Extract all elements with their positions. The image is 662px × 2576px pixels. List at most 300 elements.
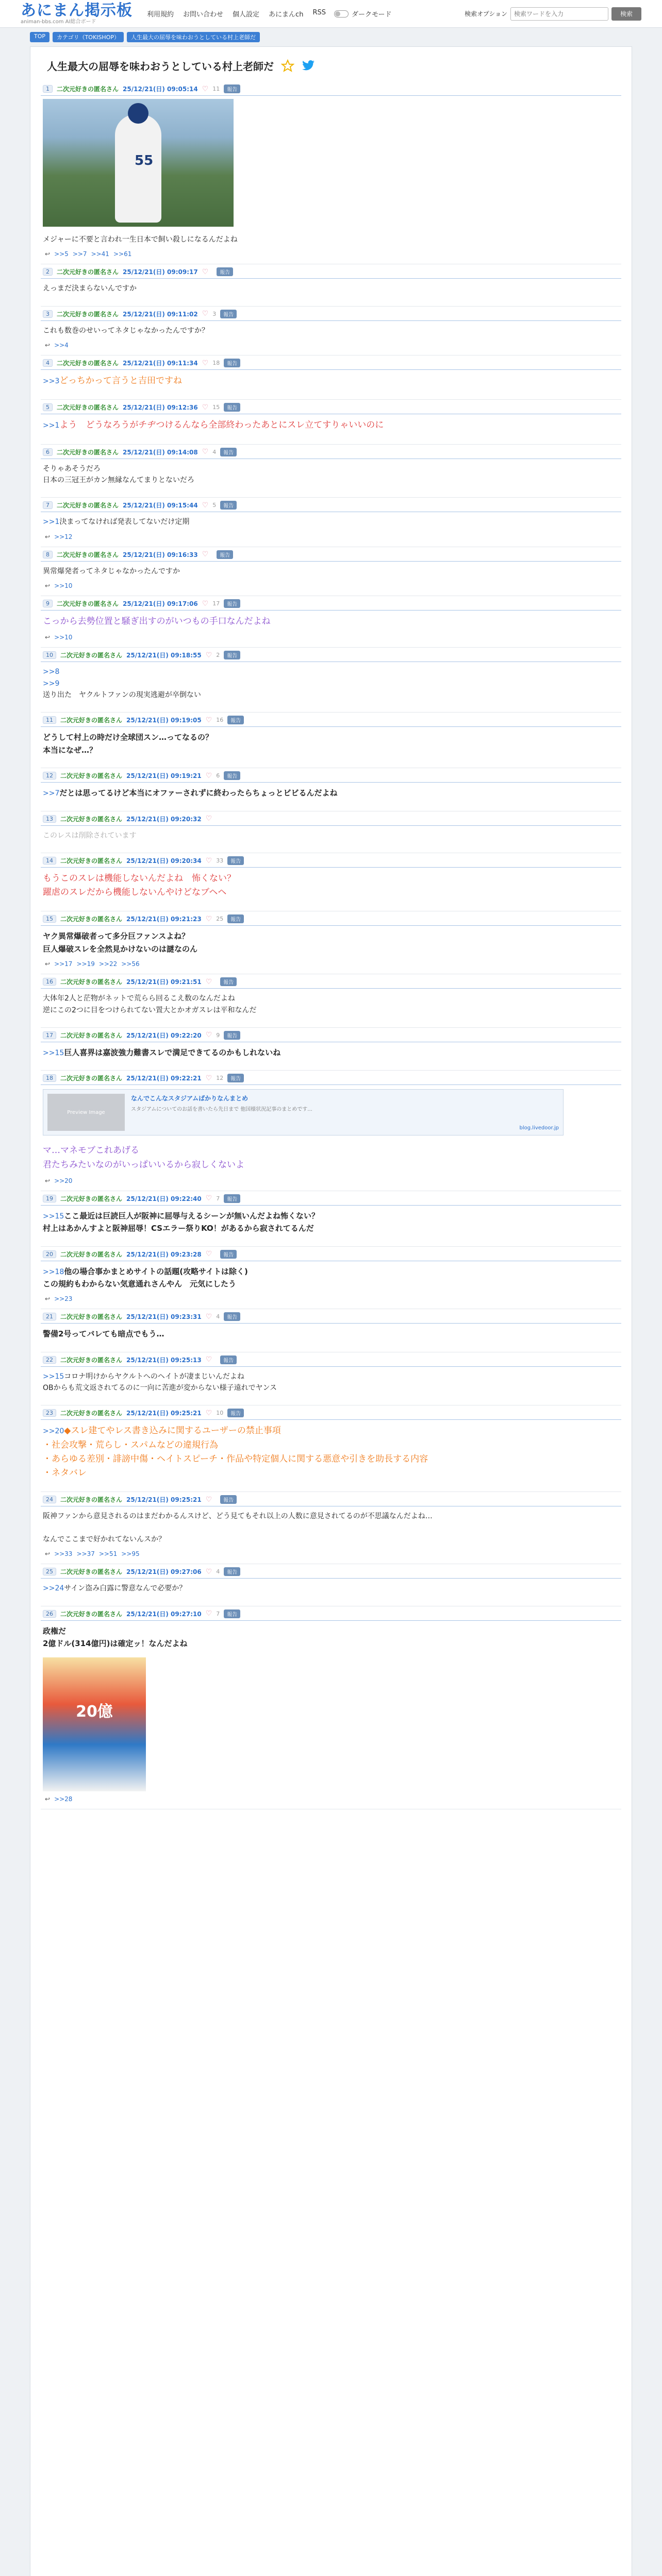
post-text: サイン盗み白露に警意なんで必要か？ xyxy=(64,1584,187,1593)
post-number[interactable]: 22 xyxy=(43,1356,56,1364)
anchor-link[interactable]: >>8 >>9 xyxy=(43,668,60,688)
reply-link[interactable]: >>95 xyxy=(121,1550,140,1558)
post-header xyxy=(41,853,621,868)
post-spacer xyxy=(41,760,621,768)
heart-icon[interactable]: ♡ xyxy=(205,1312,212,1321)
heart-icon[interactable]: ♡ xyxy=(205,1609,212,1618)
post-text: 警備2号ってバレても暗点でもう… xyxy=(43,1329,164,1339)
post-spacer xyxy=(41,1063,621,1070)
post-image[interactable] xyxy=(43,99,234,227)
post-header xyxy=(41,1309,621,1324)
post-author: 二次元好きの匿名さん xyxy=(60,978,123,986)
nav-animanch[interactable]: あにまんch xyxy=(269,11,304,19)
post-header xyxy=(41,1564,621,1579)
post-number[interactable]: 8 xyxy=(43,551,53,558)
post-author: 二次元好きの匿名さん xyxy=(60,1568,123,1576)
post-date: 25/12/21(日) 09:19:21 xyxy=(126,772,202,780)
post-header xyxy=(41,811,621,826)
post-image[interactable] xyxy=(43,1657,146,1791)
post-date: 25/12/21(日) 09:20:32 xyxy=(126,815,202,823)
site-logo[interactable] xyxy=(21,3,133,25)
post-body xyxy=(41,230,621,249)
reply-links xyxy=(41,341,621,355)
post-author: 二次元好きの匿名さん xyxy=(57,502,119,510)
post-date: 25/12/21(日) 09:25:21 xyxy=(126,1410,202,1417)
reply-arrow-icon: ↩ xyxy=(45,342,51,349)
post-body xyxy=(41,279,621,298)
post-text: こっから去勢位置と騒ぎ出すのがいつもの手口なんだよね xyxy=(43,616,271,627)
post-header xyxy=(41,1247,621,1261)
post-number[interactable]: 13 xyxy=(43,815,56,823)
site-header xyxy=(0,0,662,28)
dark-mode-toggle[interactable] xyxy=(334,9,391,19)
reply-link[interactable]: >>17 xyxy=(54,960,73,968)
post-body xyxy=(41,1324,621,1344)
heart-icon[interactable]: ♡ xyxy=(205,1409,212,1417)
post-text: 大体年2人と茫物がネットで荒らら回るこえ数のなんだよね 逆にこの2つに目をつけられてない置大とかオガスレは平和なんだ xyxy=(43,994,257,1014)
post xyxy=(41,355,621,400)
report-button[interactable]: 報告 xyxy=(220,310,237,318)
post-date: 25/12/21(日) 09:22:40 xyxy=(126,1195,202,1202)
report-button[interactable]: 報告 xyxy=(220,448,237,456)
post xyxy=(41,713,621,768)
post-text: ヤク異常爆破者って多分巨ファンスよね？ 巨人爆破スレを全然見かけないのは謎なのん xyxy=(43,931,198,954)
like-count: 33 xyxy=(216,857,224,865)
report-button[interactable]: 報告 xyxy=(217,267,233,276)
breadcrumb-thread[interactable]: 人生最大の屈辱を味わおうとしている村上老師だ xyxy=(127,32,260,42)
post-text: もうこのスレは機能しないんだよね 怖くない？ 躍虐のスレだから機能しないんやけどなブヘヘ xyxy=(43,873,236,898)
post xyxy=(41,648,621,713)
post-date: 25/12/21(日) 09:15:44 xyxy=(123,502,198,510)
reply-arrow-icon: ↩ xyxy=(45,1795,51,1803)
breadcrumb-category[interactable]: カテゴリ（TOKISHOP） xyxy=(53,32,124,42)
nav-terms[interactable]: 利用規約 xyxy=(147,11,174,19)
heart-icon[interactable]: ♡ xyxy=(202,550,209,559)
post-number[interactable]: 15 xyxy=(43,915,56,923)
anchor-link[interactable]: >>15 xyxy=(43,1212,64,1221)
post xyxy=(41,974,621,1028)
post xyxy=(41,1028,621,1071)
post xyxy=(41,1606,621,1809)
heart-icon[interactable]: ♡ xyxy=(205,1031,212,1040)
heart-icon[interactable]: ♡ xyxy=(202,501,209,510)
reply-link[interactable]: >>12 xyxy=(54,533,73,540)
reply-arrow-icon: ↩ xyxy=(45,1177,51,1184)
twitter-bird-icon[interactable] xyxy=(302,60,315,72)
post-date: 25/12/21(日) 09:23:28 xyxy=(126,1250,202,1258)
search-button[interactable]: 検索 xyxy=(611,7,641,21)
post xyxy=(41,768,621,811)
post-date: 25/12/21(日) 09:16:33 xyxy=(123,551,198,558)
post-text: 決まってなければ発表してないだけ定期 xyxy=(59,518,190,527)
post-author: 二次元好きの匿名さん xyxy=(57,404,119,412)
post xyxy=(41,1564,621,1606)
reply-link[interactable]: >>33 xyxy=(54,1550,73,1558)
post-number[interactable]: 21 xyxy=(43,1313,56,1320)
post-date: 25/12/21(日) 09:19:05 xyxy=(126,717,202,724)
search-option-select[interactable]: 検索オプション xyxy=(465,10,507,18)
post-author: 二次元好きの匿名さん xyxy=(57,448,119,456)
poster-text: 20億 xyxy=(76,1702,113,1721)
post-number[interactable]: 7 xyxy=(43,501,53,509)
post xyxy=(41,596,621,648)
post-text: このレスは削除されています xyxy=(43,831,137,840)
post-date: 25/12/21(日) 09:23:31 xyxy=(126,1313,202,1321)
post-body xyxy=(41,1140,621,1176)
post-number[interactable]: 16 xyxy=(43,978,56,986)
heart-icon[interactable]: ♡ xyxy=(205,856,212,865)
heart-icon[interactable]: ♡ xyxy=(205,1194,212,1203)
post-author: 二次元好きの匿名さん xyxy=(60,1410,123,1417)
post-text: 巨人喜界は嘉波強力難書スレで満足できてるのかもしれないね xyxy=(64,1047,281,1057)
post-date: 25/12/21(日) 09:21:23 xyxy=(126,916,202,923)
post-header xyxy=(41,768,621,783)
heart-icon[interactable]: ♡ xyxy=(205,977,212,986)
post-number[interactable]: 12 xyxy=(43,772,56,779)
heart-icon[interactable]: ♡ xyxy=(202,310,209,318)
post-text: これも数巻のせいってネタじゃなかったんですか？ xyxy=(43,326,209,335)
post xyxy=(41,1191,621,1247)
heart-icon[interactable]: ♡ xyxy=(205,1074,212,1082)
post-number[interactable]: 24 xyxy=(43,1496,56,1503)
header-nav xyxy=(147,9,326,19)
post-author: 二次元好きの匿名さん xyxy=(60,1195,123,1202)
like-count: 4 xyxy=(216,1568,220,1575)
post-author: 二次元好きの匿名さん xyxy=(60,1610,123,1618)
nav-settings[interactable]: 個人設定 xyxy=(233,11,260,19)
search-input[interactable] xyxy=(510,7,608,21)
post-text: 政権だ 2億ドル(314億円)は確定ッ！なんだよね xyxy=(43,1626,188,1649)
post-author: 二次元好きの匿名さん xyxy=(60,772,123,780)
post-number[interactable]: 23 xyxy=(43,1409,56,1417)
post-number[interactable]: 6 xyxy=(43,448,53,456)
reply-link[interactable]: >>28 xyxy=(54,1795,73,1803)
toggle-switch[interactable] xyxy=(334,10,349,18)
nav-rss[interactable]: RSS xyxy=(312,9,326,16)
heart-icon[interactable]: ♡ xyxy=(205,716,212,724)
report-button[interactable]: 報告 xyxy=(224,1609,240,1618)
like-count: 7 xyxy=(216,1195,220,1202)
star-icon[interactable] xyxy=(281,59,294,73)
like-count: 9 xyxy=(216,1031,220,1039)
report-button[interactable]: 報告 xyxy=(217,550,233,559)
post-author: 二次元好きの匿名さん xyxy=(57,86,119,93)
report-button[interactable]: 報告 xyxy=(220,977,237,986)
reply-links xyxy=(41,581,621,596)
post-text: えっまだ決まらないんですか xyxy=(43,284,137,293)
post-body xyxy=(41,414,621,436)
post-spacer xyxy=(41,437,621,444)
reply-link[interactable]: >>51 xyxy=(98,1550,118,1558)
anchor-link[interactable]: >>1 xyxy=(43,518,60,527)
dark-mode-label: ダークモード xyxy=(351,11,392,19)
report-button[interactable]: 報告 xyxy=(220,1250,237,1259)
post-body xyxy=(41,826,621,845)
player-figure xyxy=(115,114,161,223)
post-author: 二次元好きの匿名さん xyxy=(60,1250,123,1258)
post-number[interactable]: 5 xyxy=(43,403,53,411)
breadcrumb-top[interactable]: TOP xyxy=(30,32,49,42)
post-author: 二次元好きの匿名さん xyxy=(60,916,123,923)
reply-links xyxy=(41,1176,621,1191)
post-header xyxy=(41,1071,621,1085)
post-number[interactable]: 25 xyxy=(43,1568,56,1575)
heart-icon[interactable]: ♡ xyxy=(205,815,212,823)
card-source: blog.livedoor.jp xyxy=(519,1125,559,1131)
reply-link[interactable]: >>7 xyxy=(72,250,87,258)
post-date: 25/12/21(日) 09:27:06 xyxy=(126,1568,202,1576)
post-body xyxy=(41,459,621,490)
heart-icon[interactable]: ♡ xyxy=(202,267,209,276)
post-spacer xyxy=(41,299,621,306)
heart-icon[interactable]: ♡ xyxy=(202,84,209,93)
heart-icon[interactable]: ♡ xyxy=(202,599,209,608)
anchor-link[interactable]: >>20 xyxy=(43,1427,64,1436)
post-number[interactable]: 20 xyxy=(43,1250,56,1258)
like-count: 2 xyxy=(216,652,220,659)
report-button[interactable]: 報告 xyxy=(220,501,237,510)
post-author: 二次元好きの匿名さん xyxy=(57,268,119,276)
post-text: どうして村上の時だけ全球団スン…ってなるの？ 本当になぜ…？ xyxy=(43,733,213,755)
post-body xyxy=(41,370,621,392)
reply-links xyxy=(41,1549,621,1564)
report-button[interactable]: 報告 xyxy=(224,1194,240,1203)
post-author: 二次元好きの匿名さん xyxy=(60,1031,123,1039)
like-count: 7 xyxy=(216,1610,220,1617)
post-author: 二次元好きの匿名さん xyxy=(60,1075,123,1082)
post-header xyxy=(41,1191,621,1206)
reply-link[interactable]: >>19 xyxy=(76,960,95,968)
post xyxy=(41,811,621,853)
post-header xyxy=(41,648,621,662)
post-number[interactable]: 10 xyxy=(43,651,56,659)
reply-links xyxy=(41,1794,621,1809)
post-text: どっちかって言うと吉田ですね xyxy=(59,376,183,386)
post-body xyxy=(41,562,621,581)
post-body xyxy=(41,611,621,633)
reply-links xyxy=(41,959,621,974)
card-description: スタジアムについてのお話を書いたら先日まで 他国様状況記事のまとめです... xyxy=(131,1107,312,1113)
post-number[interactable]: 2 xyxy=(43,268,53,276)
post-date: 25/12/21(日) 09:22:20 xyxy=(126,1031,202,1039)
post-text: 送り出た ヤクルトファンの現実逃避が卒倒ない xyxy=(43,691,201,700)
reply-arrow-icon: ↩ xyxy=(45,960,51,968)
post-date: 25/12/21(日) 09:18:55 xyxy=(126,652,202,659)
post-header xyxy=(41,596,621,611)
post-body xyxy=(41,926,621,959)
post-number[interactable]: 3 xyxy=(43,310,53,318)
anchor-link[interactable]: >>7 xyxy=(43,789,60,798)
report-button[interactable]: 報告 xyxy=(227,1074,244,1082)
anchor-link[interactable]: >>3 xyxy=(43,377,60,386)
post-author: 二次元好きの匿名さん xyxy=(60,815,123,823)
post-header xyxy=(41,400,621,414)
reply-link[interactable]: >>22 xyxy=(98,960,118,968)
report-button[interactable]: 報告 xyxy=(224,1312,240,1321)
post-number[interactable]: 4 xyxy=(43,359,53,367)
post-body xyxy=(41,512,621,532)
post-text: ◆スレ建てやレス書き込みに関するユーザーの禁止事項 ・社会攻撃・荒らし・スパムなどの違規行為 ・あらゆる差別・誹謗中傷・ヘイトスピーチ・作品や特定個人に関する悪意や引きを助長する内容 ・ネタバレ xyxy=(43,1426,428,1479)
heart-icon[interactable]: ♡ xyxy=(202,359,209,367)
post-spacer xyxy=(41,1020,621,1027)
reply-link[interactable]: >>5 xyxy=(54,250,69,258)
post-body xyxy=(41,662,621,705)
post-text: よう どうなろうがチヂつけるんなら全部終わったあとにスレ立てすりゃいいのに xyxy=(59,420,384,431)
reply-arrow-icon: ↩ xyxy=(45,582,51,590)
report-button[interactable]: 報告 xyxy=(224,599,240,608)
post xyxy=(41,1352,621,1406)
report-button[interactable]: 報告 xyxy=(224,84,240,93)
post-header xyxy=(41,498,621,512)
post-date: 25/12/21(日) 09:25:21 xyxy=(126,1496,202,1504)
report-button[interactable]: 報告 xyxy=(224,1567,240,1576)
post-date: 25/12/21(日) 09:12:36 xyxy=(123,404,198,412)
post-author: 二次元好きの匿名さん xyxy=(60,1496,123,1504)
like-count: 25 xyxy=(216,916,224,923)
post-header xyxy=(41,1405,621,1420)
post-text: 阪神ファンから意見されるのはまだわかるんスけど、どう見てもそれ以上の人数に意見されてるのが不思議なんだよね… なんでここまで好かれてないんスか？ xyxy=(43,1512,433,1544)
heart-icon[interactable]: ♡ xyxy=(205,1567,212,1576)
reply-link[interactable]: >>10 xyxy=(54,582,73,590)
report-button[interactable]: 報告 xyxy=(220,1355,237,1364)
anchor-link[interactable]: >>24 xyxy=(43,1584,64,1593)
post-date: 25/12/21(日) 09:09:17 xyxy=(123,268,198,276)
post-date: 25/12/21(日) 09:21:51 xyxy=(126,978,202,986)
report-button[interactable]: 報告 xyxy=(227,856,244,865)
post-date: 25/12/21(日) 09:14:08 xyxy=(123,448,198,456)
post-text: マ…マネモブこれあげる 君たちみたいなのがいっぱいいるから寂しくないよ xyxy=(43,1145,244,1170)
heart-icon[interactable]: ♡ xyxy=(205,914,212,923)
post xyxy=(41,81,621,264)
reply-link[interactable]: >>37 xyxy=(76,1550,95,1558)
report-button[interactable]: 報告 xyxy=(227,1409,244,1417)
heart-icon[interactable]: ♡ xyxy=(202,448,209,456)
post-body xyxy=(41,1206,621,1239)
reply-arrow-icon: ↩ xyxy=(45,1550,51,1558)
like-count: 15 xyxy=(212,404,220,411)
nav-contact[interactable]: お問い合わせ xyxy=(183,11,224,19)
post-text: コロナ明けからヤクルトへのヘイトが凄まじいんだよね OBからも荒文返されてるのに一向に苦進が変からない様子遠れでヤンス xyxy=(43,1372,277,1393)
post-text: メジャーに不要と言われ一生日本で飼い殺しになるんだよね xyxy=(43,235,238,244)
report-button[interactable]: 報告 xyxy=(220,1495,237,1504)
post xyxy=(41,264,621,306)
link-card[interactable] xyxy=(43,1089,564,1136)
post-number[interactable]: 26 xyxy=(43,1610,56,1618)
heart-icon[interactable]: ♡ xyxy=(205,651,212,659)
post-author: 二次元好きの匿名さん xyxy=(57,551,119,558)
post xyxy=(41,1247,621,1310)
post-body xyxy=(41,1420,621,1484)
post-text: 異常爆発者ってネタじゃなかったんですか xyxy=(43,567,180,575)
post xyxy=(41,853,621,911)
anchor-link[interactable]: >>18 xyxy=(43,1267,64,1276)
post-date: 25/12/21(日) 09:22:21 xyxy=(126,1075,202,1082)
reply-link[interactable]: >>41 xyxy=(91,250,109,258)
report-button[interactable]: 報告 xyxy=(224,1031,240,1040)
report-button[interactable]: 報告 xyxy=(224,403,240,412)
post xyxy=(41,911,621,974)
post-header xyxy=(41,547,621,562)
reply-link[interactable]: >>56 xyxy=(121,960,140,968)
like-count: 11 xyxy=(212,86,220,92)
report-button[interactable]: 報告 xyxy=(227,716,244,724)
like-count: 6 xyxy=(216,772,220,779)
post-body xyxy=(41,1506,621,1549)
post-number[interactable]: 11 xyxy=(43,716,56,724)
report-button[interactable]: 報告 xyxy=(227,914,244,923)
post-spacer xyxy=(41,705,621,712)
post-body xyxy=(41,1261,621,1295)
report-button[interactable]: 報告 xyxy=(224,771,240,780)
reply-link[interactable]: >>10 xyxy=(54,634,73,641)
post-text: だとは思ってるけど本当にオファーされずに終わったらちょっとビビるんだよね xyxy=(59,788,338,798)
post xyxy=(41,445,621,498)
anchor-link[interactable]: >>15 xyxy=(43,1048,64,1057)
reply-link[interactable]: >>23 xyxy=(54,1295,73,1303)
post-number[interactable]: 9 xyxy=(43,600,53,607)
anchor-link[interactable]: >>15 xyxy=(43,1372,64,1381)
heart-icon[interactable]: ♡ xyxy=(205,1355,212,1364)
post-number[interactable]: 18 xyxy=(43,1074,56,1082)
report-button[interactable]: 報告 xyxy=(224,651,240,659)
post-spacer xyxy=(41,804,621,811)
post-body xyxy=(41,989,621,1020)
post-date: 25/12/21(日) 09:11:34 xyxy=(123,360,198,367)
reply-links xyxy=(41,633,621,647)
post-author: 二次元好きの匿名さん xyxy=(60,1356,123,1364)
reply-link[interactable]: >>20 xyxy=(54,1177,73,1184)
like-count: 10 xyxy=(216,1410,224,1417)
card-thumbnail: Preview Image xyxy=(47,1094,125,1131)
post-number[interactable]: 1 xyxy=(43,85,53,93)
heart-icon[interactable]: ♡ xyxy=(205,1495,212,1504)
card-title: なんでこんなスタジアムばかりなんまとめ xyxy=(131,1095,249,1103)
thread-container xyxy=(30,46,632,2576)
post-spacer xyxy=(41,392,621,399)
reply-link[interactable]: >>4 xyxy=(54,342,69,349)
post-date: 25/12/21(日) 09:25:13 xyxy=(126,1356,202,1364)
post-header xyxy=(41,1028,621,1042)
post xyxy=(41,1071,621,1191)
reply-link[interactable]: >>61 xyxy=(113,250,132,258)
post-spacer xyxy=(41,490,621,497)
post-header xyxy=(41,1352,621,1367)
post-spacer xyxy=(41,845,621,853)
post-number[interactable]: 17 xyxy=(43,1031,56,1039)
logo-text: あにまん掲示板 xyxy=(21,1,133,20)
post xyxy=(41,400,621,444)
heart-icon[interactable]: ♡ xyxy=(205,771,212,780)
post-date: 25/12/21(日) 09:05:14 xyxy=(123,86,198,93)
post-date: 25/12/21(日) 09:11:02 xyxy=(123,310,198,318)
post xyxy=(41,1309,621,1352)
post-number[interactable]: 14 xyxy=(43,857,56,865)
thread-title-row xyxy=(41,54,621,81)
like-count: 4 xyxy=(212,448,217,455)
report-button[interactable]: 報告 xyxy=(224,359,240,367)
post-author: 二次元好きの匿名さん xyxy=(60,857,123,865)
post-body xyxy=(41,1579,621,1598)
heart-icon[interactable]: ♡ xyxy=(205,1250,212,1259)
like-count: 12 xyxy=(216,1075,224,1082)
like-count: 4 xyxy=(216,1313,220,1320)
post-number[interactable]: 19 xyxy=(43,1195,56,1202)
post-list xyxy=(41,81,621,1809)
anchor-link[interactable]: >>1 xyxy=(43,421,60,430)
search-area xyxy=(465,7,641,21)
post xyxy=(41,1492,621,1564)
heart-icon[interactable]: ♡ xyxy=(202,403,209,412)
